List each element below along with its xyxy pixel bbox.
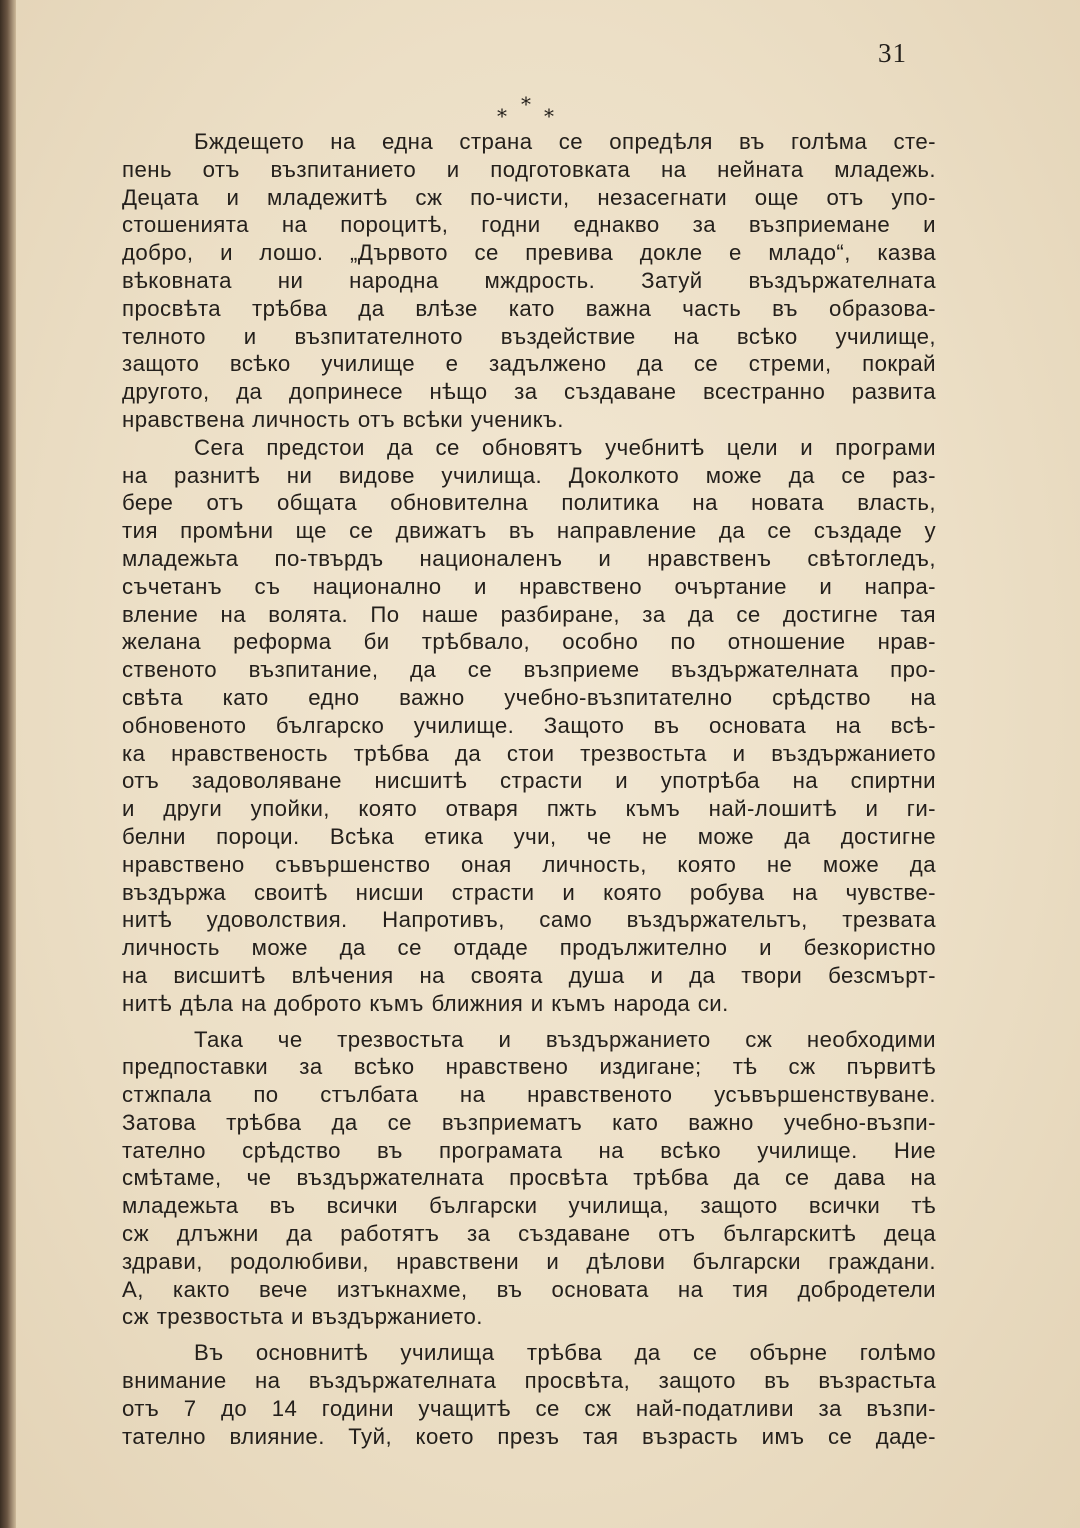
text-line: телното и възпитателното въздействие на всѣко училище, (122, 323, 936, 349)
text-line: предпоставки за всѣко нравствено издигане; тѣ сж първитѣ (122, 1054, 936, 1080)
text-line: Затова трѣбва да се възприематъ като важно учебно-възпи- (122, 1109, 936, 1135)
paragraph (122, 1026, 936, 1332)
text-line: младежьта въ всички български училища, защото всички тѣ (122, 1193, 936, 1219)
asterism-star: * (497, 104, 507, 128)
text-line: вѣковната ни народна мждрость. Затуй въздържателната (122, 267, 936, 293)
text-line: добро, и лошо. „Дървото се превива докле е младо“, казва (122, 240, 936, 266)
asterism-star: * (544, 104, 554, 128)
text-line: личность може да се отдаде продължително и безкористно (122, 935, 936, 961)
text-line: отъ задоволяване нисшитѣ страсти и употрѣба на спиртни (122, 768, 936, 794)
asterism-star: * (521, 92, 531, 116)
text-line: А, както вече изтъкнахме, въ основата на тия добродетели (122, 1276, 936, 1302)
text-line: желана реформа би трѣбвало, особно по отношение нрав- (122, 629, 936, 655)
text-line: Така че трезвостьта и въздържанието сж необходими (194, 1026, 936, 1052)
text-line: пень отъ възпитанието и подготовката на нейната младежь. (122, 156, 936, 182)
text-line: нитѣ удоволствия. Напротивъ, само въздържательтъ, трезвата (122, 907, 936, 933)
text-line: ка нравственость трѣбва да стои трезвостьта и въздържанието (122, 740, 936, 766)
text-line: белни пороци. Всѣка етика учи, че не може да достигне (122, 823, 936, 849)
text-line: отъ 7 до 14 години учащитѣ се сж най-податливи за възпи- (122, 1395, 936, 1421)
page-number: 31 (878, 38, 907, 68)
paragraph (122, 434, 936, 1018)
text-line: на висшитѣ влѣчения на своята душа и да твори безсмърт- (122, 962, 936, 988)
text-line: младежьта по-твърдъ националенъ и нравственъ свѣтогледъ, (122, 545, 936, 571)
text-line: другото, да допринесе нѣщо за създаване всестранно развита (122, 379, 936, 405)
text-line: внимание на въздържателната просвѣта, защото въ възрастьта (122, 1368, 936, 1394)
text-line: ственото възпитание, да се възприеме въздържателната про- (122, 657, 936, 683)
paragraph (122, 1339, 936, 1450)
text-line: въздържа своитѣ нисши страсти и която робува на чувстве- (122, 879, 936, 905)
text-line: на разнитѣ ни видове училища. Доколкото може да се раз- (122, 462, 936, 488)
text-line: и други упойки, която отваря пжть къмъ най-лошитѣ и ги- (122, 796, 936, 822)
body-text (122, 128, 936, 1450)
text-line: стжпала по стълбата на нравственото усъвършенствуване. (122, 1082, 936, 1108)
text-line: Въ основнитѣ училища трѣбва да се обърне голѣмо (194, 1340, 936, 1366)
text-line: нравствено съвършенство оная личность, която не може да (122, 851, 936, 877)
text-line: нравствена личность отъ всѣки ученикъ. (122, 406, 564, 432)
section-asterism (497, 90, 567, 130)
text-line: Бждещето на една страна се опредѣля въ голѣма сте- (194, 129, 936, 154)
book-spine-shadow (0, 0, 16, 1528)
text-line: стошенията на пороцитѣ, годни еднакво за възприемане и (122, 212, 936, 238)
text-line: тателно срѣдство въ програмата на всѣко училище. Ние (122, 1137, 936, 1163)
text-line: съчетанъ съ национално и нравствено очъртание и напра- (122, 573, 936, 599)
text-line: свѣта като едно важно учебно-възпитателно срѣдство на (122, 684, 936, 710)
text-line: тателно влияние. Туй, което презъ тая възрасть имъ се даде- (122, 1423, 936, 1449)
text-line: сж длъжни да работятъ за създаване отъ българскитѣ деца (122, 1221, 936, 1247)
text-line: нитѣ дѣла на доброто къмъ ближния и къмъ народа си. (122, 990, 729, 1016)
text-line: просвѣта трѣбва да влѣзе като важна часть въ образова- (122, 295, 936, 321)
text-line: сж трезвостьта и въздържанието. (122, 1304, 483, 1330)
text-line: Сега предстои да се обновятъ учебнитѣ цели и програми (194, 434, 936, 460)
text-line: защото всѣко училище е задължено да се стреми, покрай (122, 351, 936, 377)
text-line: вление на волята. По наше разбиране, за да се достигне тая (122, 601, 936, 627)
text-line: обновеното българско училище. Защото въ основата на всѣ- (122, 712, 936, 738)
text-line: Децата и младежитѣ сж по-чисти, незасегнати още отъ упо- (122, 184, 936, 210)
text-line: смѣтаме, че въздържателната просвѣта трѣбва да се дава на (122, 1165, 936, 1191)
text-line: тия промѣни ще се движатъ въ направление да се създаде у (122, 518, 936, 544)
text-line: бере отъ общата обновителна политика на новата власть, (122, 490, 936, 516)
paragraph (122, 128, 936, 434)
text-line: здрави, родолюбиви, нравствени и дѣлови български граждани. (122, 1248, 936, 1274)
